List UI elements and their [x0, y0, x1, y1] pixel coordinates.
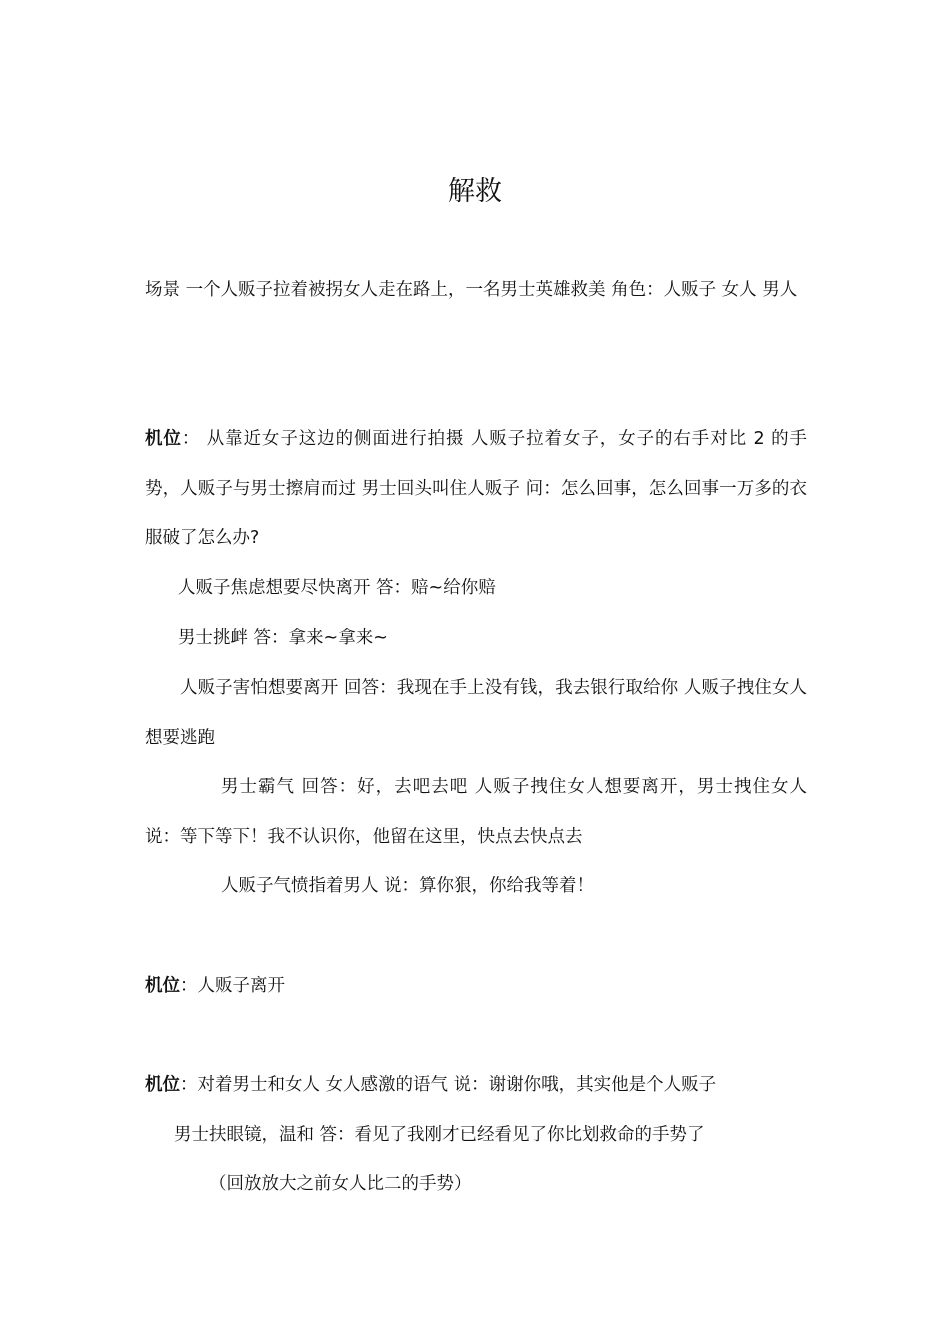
shot-2-paragraph [145, 962, 807, 1012]
shot-3-line-2: （回放放大之前女人比二的手势） [209, 1174, 472, 1194]
document-title: 解救 [448, 176, 502, 207]
shot-2-label: 机位 [145, 976, 180, 996]
shot-1-line-1: 人贩子焦虑想要尽快离开 答：赔~给你赔 [178, 578, 496, 598]
shot-3-paragraph [145, 1061, 807, 1111]
scene-description: 场景 一个人贩子拉着被拐女人走在路上，一名男士英雄救美 角色：人贩子 女人 男人 [145, 280, 798, 300]
shot-3-line-1: 男士扶眼镜，温和 答：看见了我刚才已经看见了你比划救命的手势了 [174, 1125, 705, 1145]
shot-1-label: 机位 [145, 429, 182, 449]
shot-3-text: ：对着男士和女人 女人感激的语气 说：谢谢你哦，其实他是个人贩子 [180, 1075, 717, 1095]
shot-1-line-3: 人贩子害怕想要离开 回答：我现在手上没有钱，我去银行取给你 人贩子拽住女人想要逃跑 [145, 678, 807, 748]
shot-1-line-4: 男士霸气 回答：好，去吧去吧 人贩子拽住女人想要离开，男士拽住女人 说：等下等下！我不认识你，他留在这里，快点去快点去 [145, 777, 807, 847]
shot-3-label: 机位 [145, 1075, 180, 1095]
shot-1-line-5: 人贩子气愤指着男人 说：算你狠，你给我等着！ [221, 876, 595, 896]
shot-2-text: ：人贩子离开 [180, 976, 285, 996]
shot-1-text: ： 从靠近女子这边的侧面进行拍摄 人贩子拉着女子，女子的右手对比 2 的手势，人贩子与男士擦肩而过 男士回头叫住人贩子 问：怎么回事，怎么回事一万多的衣服破了怎么办? [145, 429, 808, 548]
shot-1-line-2: 男士挑衅 答：拿来~拿来~ [178, 628, 388, 648]
shot-1-paragraph [145, 415, 807, 564]
